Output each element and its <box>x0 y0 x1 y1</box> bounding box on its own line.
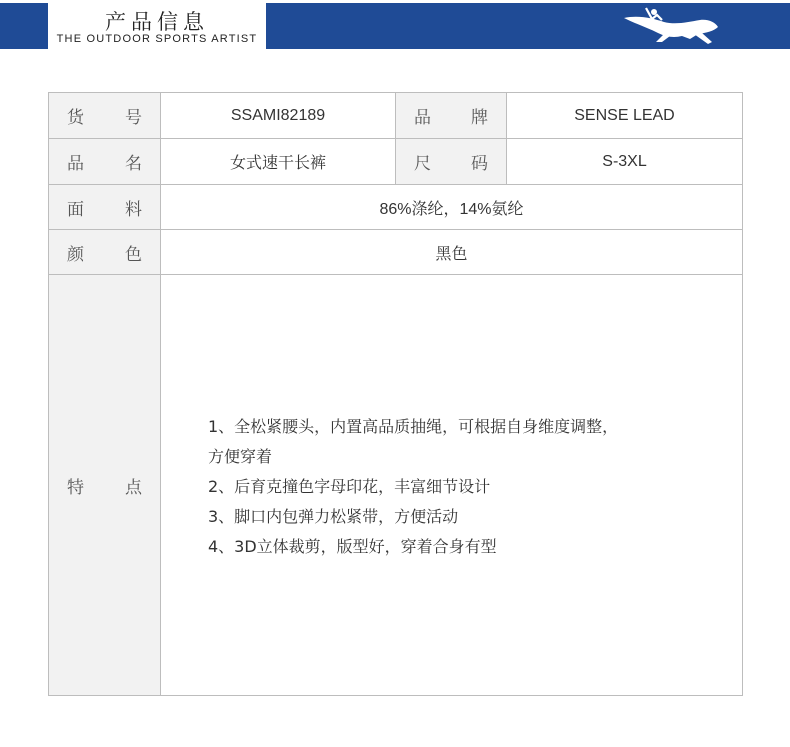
label-char: 品 <box>414 108 431 128</box>
feature-line: 3、脚口内包弹力松紧带，方便活动 <box>208 507 459 526</box>
feature-line: 2、后育克撞色字母印花，丰富细节设计 <box>208 477 491 496</box>
feature-line: 1、全松紧腰头，内置高品质抽绳，可根据自身维度调整， <box>208 417 619 436</box>
label-char: 色 <box>125 244 142 265</box>
label-char: 品 <box>67 154 84 174</box>
value-product-name: 女式速干长裤 <box>161 139 396 185</box>
table-row-features <box>49 275 743 696</box>
header-banner-left <box>0 3 48 49</box>
label-char: 牌 <box>471 108 488 128</box>
label-char: 号 <box>125 108 142 128</box>
label-char: 名 <box>125 154 142 174</box>
feature-line: 4、3D立体裁剪，版型好，穿着合身有型 <box>208 537 497 556</box>
label-char: 面 <box>67 199 84 220</box>
value-features <box>161 275 743 696</box>
label-char: 料 <box>125 199 142 220</box>
label-char: 尺 <box>414 154 431 174</box>
product-info-table <box>48 92 743 696</box>
label-char: 特 <box>67 477 84 498</box>
header-title-box <box>48 3 266 49</box>
table-row-color <box>49 230 743 275</box>
label-size <box>396 139 507 185</box>
feature-line: 方便穿着 <box>208 447 273 466</box>
header-title: 产品信息 <box>105 10 209 34</box>
table-row-item-no <box>49 93 743 139</box>
label-product-name <box>49 139 161 185</box>
swimmer-logo-icon <box>618 6 722 48</box>
value-size: S-3XL <box>507 139 743 185</box>
value-item-no: SSAMI82189 <box>161 93 396 139</box>
label-char: 颜 <box>67 244 84 265</box>
label-brand <box>396 93 507 139</box>
value-fabric: 86%涤纶，14%氨纶 <box>161 185 743 230</box>
label-features <box>49 275 161 696</box>
value-color: 黑色 <box>161 230 743 275</box>
label-char: 点 <box>125 477 142 498</box>
label-color <box>49 230 161 275</box>
label-char: 货 <box>67 108 84 128</box>
features-list <box>161 408 742 562</box>
label-char: 码 <box>471 154 488 174</box>
header-subtitle: THE OUTDOOR SPORTS ARTIST <box>56 33 258 45</box>
table-row-fabric <box>49 185 743 230</box>
label-fabric <box>49 185 161 230</box>
table-row-name <box>49 139 743 185</box>
value-brand: SENSE LEAD <box>507 93 743 139</box>
label-item-no <box>49 93 161 139</box>
